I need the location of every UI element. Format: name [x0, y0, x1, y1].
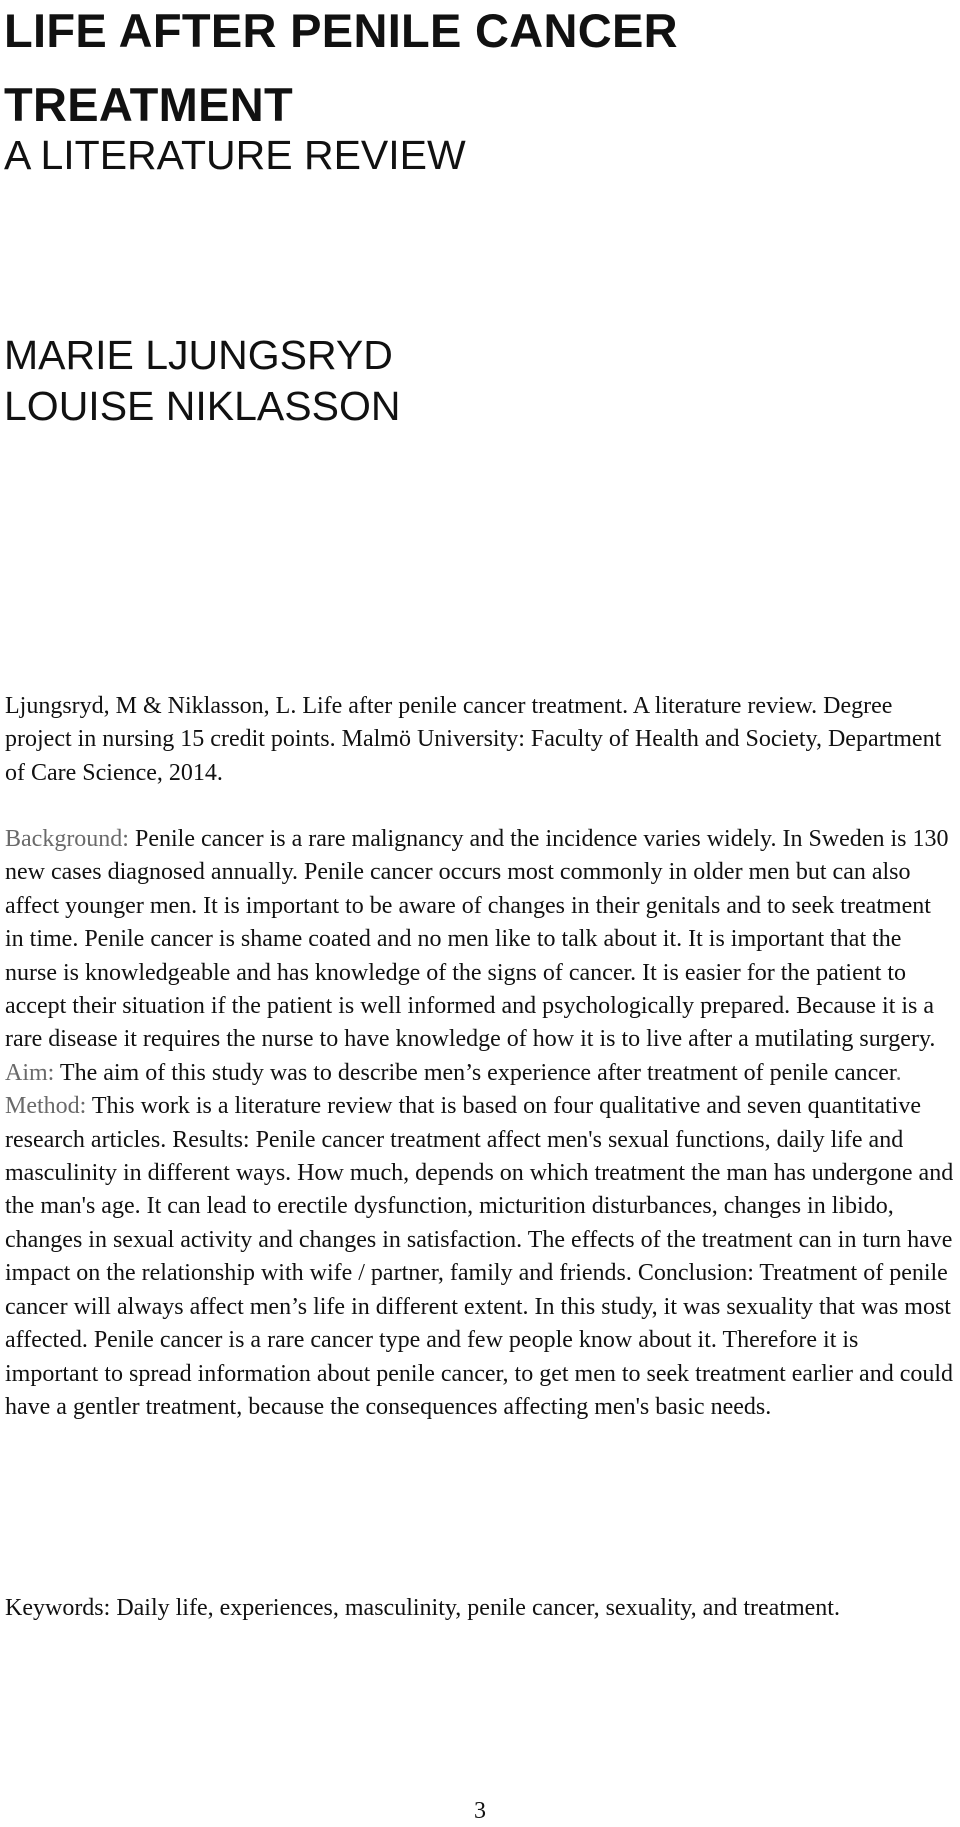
abstract-paragraph	[5, 823, 955, 1424]
author-list	[4, 330, 400, 432]
page-number: 3	[474, 1798, 486, 1824]
author-name: MARIE LJUNGSRYD	[4, 332, 393, 378]
citation-paragraph: Ljungsryd, M & Niklasson, L. Life after penile cancer treatment. A literature review. Degree project in nursing 15 credit points. Malmö University: Faculty of Health and Society, Department of Care Science, 2014.	[5, 693, 942, 786]
method-label: Method:	[5, 1093, 87, 1120]
keywords-paragraph: Keywords: Daily life, experiences, masculinity, penile cancer, sexuality, and treatment.	[5, 1595, 840, 1621]
aim-period: .	[895, 1059, 902, 1086]
document-title: LIFE AFTER PENILE CANCER TREATMENT	[4, 4, 678, 131]
method-text: This work is a literature review that is based on four qualitative and seven quantitative research articles. Results: Penile cancer treatment affect men's sexual functions, daily life and masculinity in different ways. How much, depends on which treatment the man has undergone and the man's age. It can lead to erectile dysfunction, micturition disturbances, changes in libido, changes in sexual activity and changes in satisfaction. The effects of the treatment can in turn have impact on the relationship with wife / partner, family and friends. Conclusion: Treatment of penile cancer will always affect men’s life in different extent. In this study, it was sexuality that was most affected. Penile cancer is a rare cancer type and few people know about it. Therefore it is important to spread information about penile cancer, to get men to seek treatment earlier and could have a gentler treatment, because the consequences affecting men's basic needs.	[5, 1093, 954, 1420]
document-subtitle: A LITERATURE REVIEW	[4, 132, 466, 178]
aim-text: The aim of this study was to describe men’s experience after treatment of penile cancer	[54, 1059, 896, 1086]
author-name: LOUISE NIKLASSON	[4, 383, 401, 429]
aim-label: Aim:	[5, 1059, 55, 1086]
background-text: Penile cancer is a rare malignancy and the incidence varies widely. In Sweden is 130 new cases diagnosed annually. Penile cancer occurs most commonly in older men but can also affect younger men. It is important to be aware of changes in their genitals and to seek treatment in time. Penile cancer is shame coated and no men like to talk about it. It is important that the nurse is knowledgeable and has knowledge of the signs of cancer. It is easier for the patient to accept their situation if the patient is well informed and psychologically prepared. Because it is a rare disease it requires the nurse to have knowledge of how it is to live after a mutilating surgery.	[5, 826, 949, 1053]
background-label: Background:	[5, 826, 129, 852]
